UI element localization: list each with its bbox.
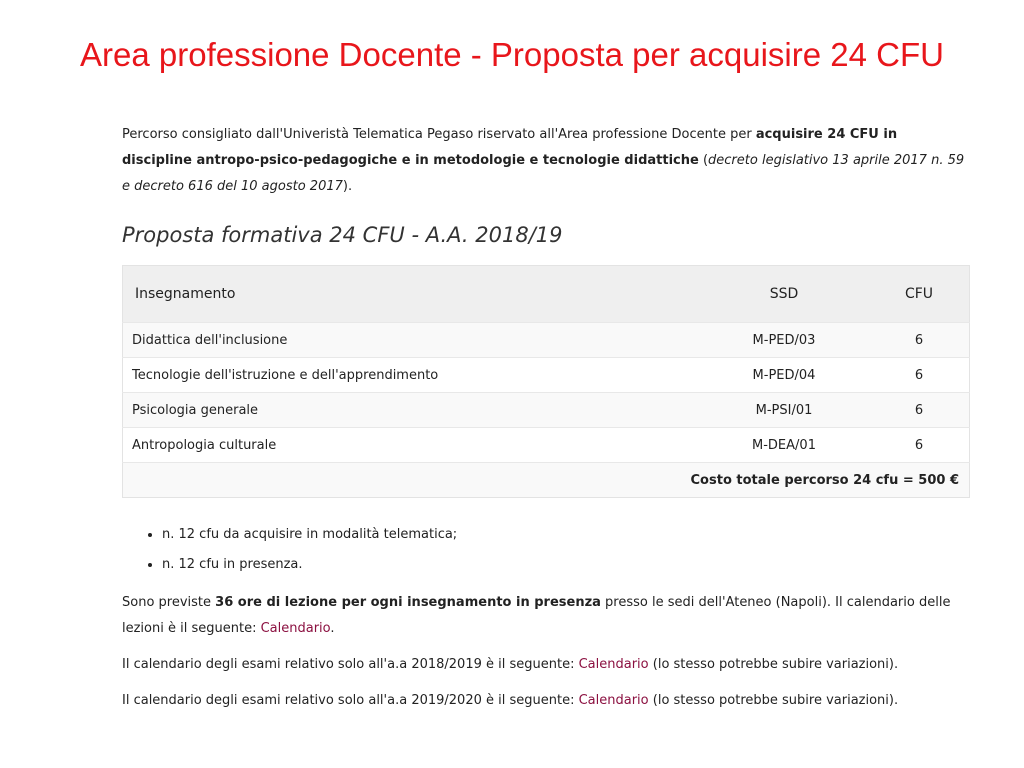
courses-table	[122, 265, 970, 498]
course-name: Psicologia generale	[123, 393, 700, 428]
table-row	[123, 428, 970, 463]
exams-2018-calendar-link[interactable]: Calendario	[578, 657, 649, 672]
list-item: • n. 12 cfu da acquisire in modalità telematica;	[162, 520, 970, 550]
intro-text: Percorso consigliato dall'Univeristà Telematica Pegaso riservato all'Area professione Docente per	[122, 127, 756, 142]
cfu-notes-list	[122, 520, 970, 580]
page-title: Area professione Docente - Proposta per acquisire 24 CFU	[80, 36, 944, 73]
lessons-text: Sono previste	[122, 595, 216, 610]
exams-2019-text: Il calendario degli esami relativo solo all'a.a 2019/2020 è il seguente:	[122, 693, 579, 708]
header-ssd: SSD	[699, 266, 869, 323]
course-ssd: M-PED/04	[699, 358, 869, 393]
intro-decree: decreto legislativo 13 aprile 2017 n. 59 e decreto 616 del 10 agosto 2017	[122, 153, 965, 194]
course-cfu: 6	[869, 428, 970, 463]
exams-2019-text-2: (lo stesso potrebbe subire variazioni).	[648, 693, 899, 708]
table-total-row	[123, 463, 970, 498]
exams-2018-text: Il calendario degli esami relativo solo all'a.a 2018/2019 è il seguente:	[122, 657, 579, 672]
course-cfu: 6	[869, 393, 970, 428]
table-row	[123, 358, 970, 393]
course-ssd: M-DEA/01	[699, 428, 869, 463]
intro-text-2: (	[698, 153, 709, 168]
table-row	[123, 393, 970, 428]
course-name: Tecnologie dell'istruzione e dell'apprendimento	[123, 358, 700, 393]
header-cfu: CFU	[869, 266, 970, 323]
lessons-text-3: .	[330, 621, 335, 636]
exams-2018-paragraph	[122, 652, 970, 678]
header-insegnamento: Insegnamento	[123, 266, 700, 323]
lessons-highlight: 36 ore di lezione per ogni insegnamento in presenza	[215, 595, 601, 610]
exams-2019-paragraph	[122, 688, 970, 714]
course-name: Didattica dell'inclusione	[123, 323, 700, 358]
course-cfu: 6	[869, 358, 970, 393]
main-content	[122, 122, 970, 714]
intro-highlight: acquisire 24 CFU in discipline antropo-psico-pedagogiche e in metodologie e tecnologie didattiche	[122, 127, 898, 168]
course-name: Antropologia culturale	[123, 428, 700, 463]
total-cost: Costo totale percorso 24 cfu = 500 €	[123, 463, 970, 498]
table-row	[123, 323, 970, 358]
lessons-paragraph	[122, 590, 970, 642]
list-item: • n. 12 cfu in presenza.	[162, 550, 970, 580]
intro-text-3: ).	[342, 179, 353, 194]
table-header-row	[123, 266, 970, 323]
course-ssd: M-PED/03	[699, 323, 869, 358]
intro-paragraph	[122, 122, 970, 200]
course-cfu: 6	[869, 323, 970, 358]
section-title: Proposta formativa 24 CFU - A.A. 2018/19	[122, 223, 563, 247]
exams-2019-calendar-link[interactable]: Calendario	[578, 693, 649, 708]
course-ssd: M-PSI/01	[699, 393, 869, 428]
exams-2018-text-2: (lo stesso potrebbe subire variazioni).	[648, 657, 899, 672]
lessons-text-2: presso le sedi dell'Ateneo (Napoli). Il calendario delle lezioni è il seguente:	[122, 595, 951, 636]
lessons-calendar-link[interactable]: Calendario	[260, 621, 331, 636]
